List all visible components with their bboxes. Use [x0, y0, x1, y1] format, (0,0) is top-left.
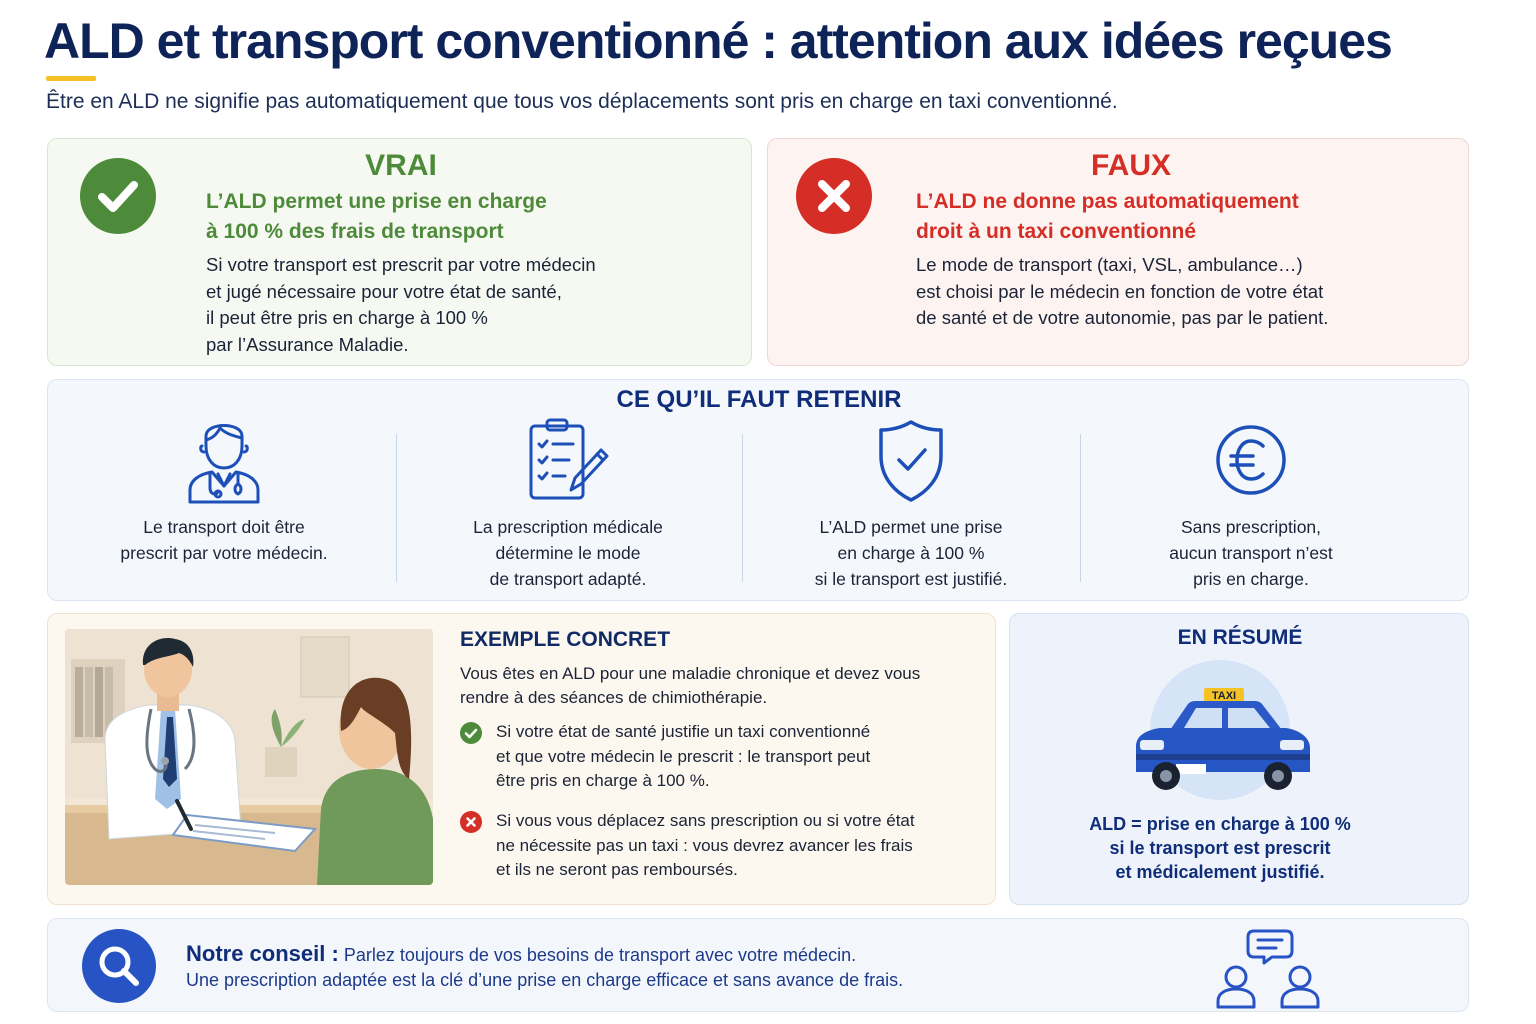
retenir-line: aucun transport n’est — [1169, 543, 1333, 563]
retenir-item-text — [398, 514, 738, 592]
retenir-item-text — [54, 514, 394, 566]
taxi-illustration — [1126, 660, 1312, 800]
exemple-point-no — [460, 809, 960, 883]
resume-text — [1010, 812, 1430, 884]
resume-section — [1009, 613, 1469, 905]
cross-circle-icon — [796, 158, 872, 234]
vrai-heading: VRAI — [365, 149, 437, 182]
exemple-section — [47, 613, 996, 905]
page-subtitle: Être en ALD ne signifie pas automatiquement que tous vos déplacements sont pris en charge en taxi conventionné. — [46, 90, 1118, 113]
exemple-point-line: Si votre état de santé justifie un taxi conventionné — [496, 722, 871, 741]
exemple-point-line: et que votre médecin le prescrit : le transport peut — [496, 746, 871, 766]
retenir-title: CE QU’IL FAUT RETENIR — [616, 386, 902, 413]
shield-check-icon — [875, 416, 947, 511]
vrai-lead-line: L’ALD permet une prise en charge — [206, 190, 547, 213]
exemple-point-line: être pris en charge à 100 %. — [496, 771, 710, 790]
vrai-lead — [206, 187, 547, 247]
faux-card — [767, 138, 1469, 366]
vrai-card — [47, 138, 752, 366]
faux-body-line: de santé et de votre autonomie, pas par le patient. — [916, 307, 1329, 328]
retenir-section — [47, 379, 1469, 601]
faux-lead — [916, 187, 1299, 247]
vrai-lead-line: à 100 % des frais de transport — [206, 220, 504, 243]
faux-body-line: est choisi par le médecin en fonction de votre état — [916, 280, 1324, 302]
vrai-body-line: Si votre transport est prescrit par votre médecin — [206, 254, 596, 275]
retenir-line: détermine le mode — [495, 543, 641, 563]
exemple-point-line: ne nécessite pas un taxi : vous devrez avancer les frais — [496, 835, 913, 855]
page-title: ALD et transport conventionné : attention aux idées reçues — [44, 13, 1392, 69]
conseil-text-part: Parlez toujours de vos besoins de transport avec votre médecin. — [338, 945, 857, 965]
doctor-patient-illustration — [65, 629, 433, 885]
check-circle-icon — [80, 158, 156, 234]
vrai-body-line: par l’Assurance Maladie. — [206, 333, 409, 355]
retenir-item-doctor — [54, 416, 394, 596]
faux-lead-line: droit à un taxi conventionné — [916, 220, 1197, 243]
retenir-line: L’ALD permet une prise — [819, 517, 1003, 537]
conseil-text — [186, 941, 856, 967]
exemple-point-text — [496, 720, 960, 794]
euro-icon — [1213, 416, 1289, 501]
resume-line: et médicalement justifié. — [1115, 862, 1325, 882]
search-icon — [82, 929, 156, 1003]
retenir-item-euro — [1081, 416, 1421, 596]
exemple-point-yes — [460, 720, 960, 794]
retenir-line: Le transport doit être — [143, 517, 305, 537]
retenir-line: prescrit par votre médecin. — [120, 543, 328, 563]
resume-line: si le transport est prescrit — [1109, 838, 1331, 858]
conseil-section — [47, 918, 1469, 1012]
retenir-item-text — [741, 514, 1081, 592]
faux-body — [916, 252, 1328, 332]
faux-heading: FAUX — [1090, 149, 1171, 182]
retenir-line: Sans prescription, — [1180, 517, 1322, 537]
exemple-title: EXEMPLE CONCRET — [460, 628, 671, 651]
retenir-line: en charge à 100 % — [837, 543, 985, 563]
exemple-point-text — [496, 809, 960, 883]
vrai-body-line: il peut être pris en charge à 100 % — [206, 307, 488, 328]
vrai-body — [206, 252, 596, 358]
conseil-label: Notre conseil : — [186, 941, 339, 966]
retenir-line: de transport adapté. — [489, 569, 647, 589]
retenir-item-ald — [741, 416, 1081, 596]
exemple-intro-line: Vous êtes en ALD pour une maladie chronique et devez vous — [460, 664, 921, 683]
taxi-sign-text: TAXI — [1211, 690, 1237, 702]
exemple-point-line: et ils ne seront pas remboursés. — [496, 860, 738, 879]
exemple-intro-line: rendre à des séances de chimiothérapie. — [460, 688, 768, 707]
cross-circle-icon — [460, 811, 482, 833]
retenir-item-text — [1081, 514, 1421, 592]
title-accent-bar — [46, 76, 96, 81]
faux-lead-line: L’ALD ne donne pas automatiquement — [916, 190, 1299, 213]
resume-title: EN RÉSUMÉ — [1177, 626, 1303, 649]
conversation-icon — [1214, 927, 1324, 1009]
divider — [396, 434, 397, 582]
resume-line: ALD = prise en charge à 100 % — [1089, 814, 1351, 834]
conseil-text-line2: Une prescription adaptée est la clé d’une prise en charge efficace et sans avance de frais. — [186, 970, 904, 990]
clipboard-checklist-icon — [523, 416, 613, 509]
retenir-line: La prescription médicale — [473, 517, 663, 537]
faux-body-line: Le mode de transport (taxi, VSL, ambulance…) — [916, 254, 1303, 275]
doctor-icon — [184, 416, 264, 511]
exemple-point-line: Si vous vous déplacez sans prescription ou si votre état — [496, 811, 915, 830]
retenir-line: si le transport est justifié. — [814, 569, 1008, 589]
vrai-body-line: et jugé nécessaire pour votre état de santé, — [206, 280, 562, 302]
retenir-item-prescription — [398, 416, 738, 596]
exemple-intro — [460, 662, 960, 710]
check-circle-icon — [460, 722, 482, 744]
retenir-line: pris en charge. — [1193, 569, 1309, 589]
